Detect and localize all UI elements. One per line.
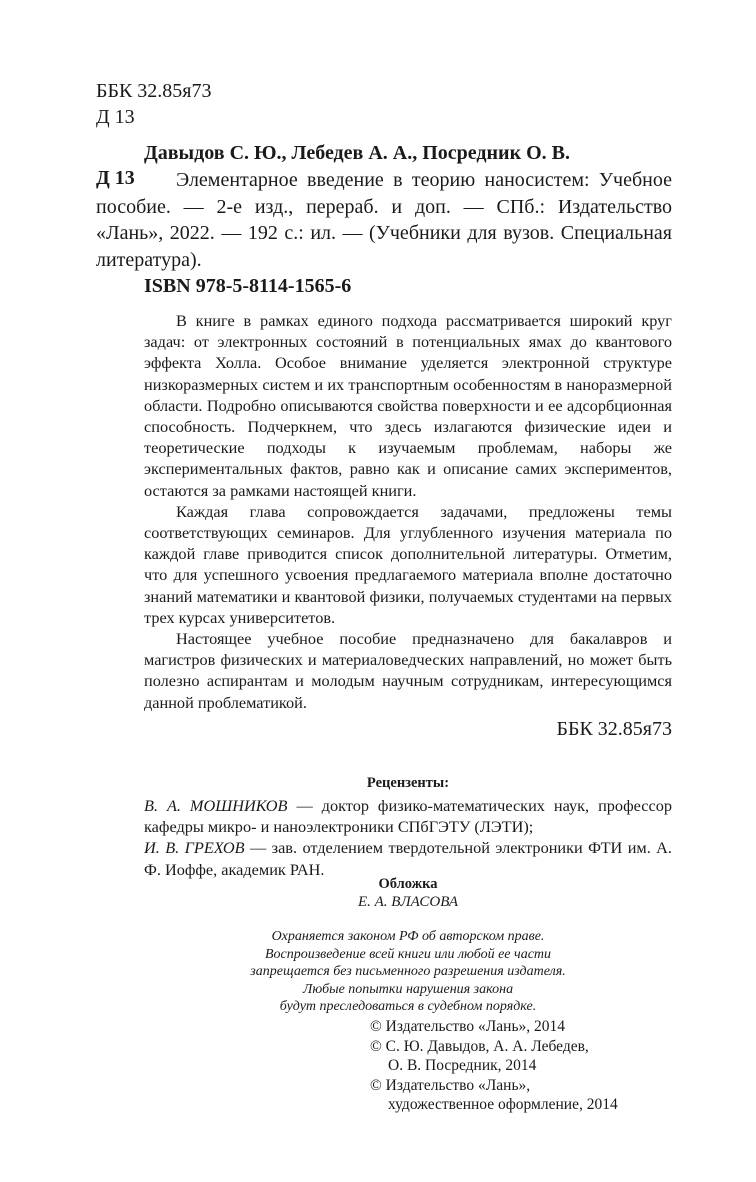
copyright-design-cont: художественное оформление, 2014 (388, 1096, 618, 1113)
legal-line: запрещается без письменного разрешения издателя. (250, 964, 566, 979)
reviewer-entry (144, 837, 672, 879)
copyright-block (370, 1017, 690, 1115)
bibliography-author-mark: Д 13 (96, 167, 135, 189)
reviewers-title: Рецензенты: (366, 775, 450, 791)
cover-title: Обложка (378, 876, 438, 892)
copyright-design: © Издательство «Лань», (370, 1076, 531, 1094)
reviewer-details: — зав. отделением твердотельной электроники ФТИ им. А. Ф. Иоффе, академик РАН. (144, 838, 672, 879)
legal-line: Любые попытки нарушения закона (302, 981, 514, 997)
reviewers-list (144, 795, 672, 880)
annotation-paragraph: Настоящее учебное пособие предназначено для бакалавров и магистров физических и материаловедческих направлений, но может быть полезно аспирантам и молодым научным сотрудникам, интересующимся данной проблематикой. (144, 629, 672, 712)
classification-block (96, 78, 212, 130)
legal-line: Охраняется законом РФ об авторском праве. (271, 929, 545, 944)
copyright-authors: © С. Ю. Давыдов, А. А. Лебедев, (370, 1037, 589, 1055)
author-mark: Д 13 (96, 106, 135, 128)
copyright-authors-cont: О. В. Посредник, 2014 (388, 1057, 537, 1074)
reviewer-entry (144, 795, 672, 837)
bbk-code: ББК 32.85я73 (96, 80, 212, 102)
annotation-paragraph: В книге в рамках единого подхода рассматривается широкий круг задач: от электронных состояний в потенциальных ямах до квантового эффекта Холла. Особое внимание уделяется электронной структуре низкоразмерных систем и их транспортным особенностям в наноразмерной области. Подробно описываются свойства поверхности и ее адсорбционная способность. Подчеркнем, что здесь излагаются физические идеи и теоретические подходы к изучаемым проблемам, наборы же экспериментальных фактов, равно как и описание самих экспериментов, остаются за рамками настоящей книги. (144, 311, 672, 500)
bibliographic-description: Элементарное введение в теорию наносистем: Учебное пособие. — 2-е изд., перераб. и доп. — СПб.: Издательство «Лань», 2022. — 192 с.: ил. — (Учебники для вузов. Специальная литература). (96, 169, 672, 271)
isbn: ISBN 978-5-8114-1565-6 (144, 275, 352, 297)
annotation-paragraph: Каждая глава сопровождается задачами, предложены темы соответствующих семинаров. Для углубленного изучения материала по каждой главе приводится список дополнительной литературы. Отметим, что для успешного усвоения предлагаемого материала вполне достаточно знаний математики и квантовой физики, получаемых студентами на первых трех курсах университетов. (144, 501, 672, 627)
legal-notice (144, 928, 672, 1016)
annotation (144, 310, 672, 713)
reviewer-name: В. А. МОШНИКОВ (144, 796, 288, 815)
legal-line: будут преследоваться в судебном порядке. (279, 999, 537, 1014)
book-authors: Давыдов С. Ю., Лебедев А. А., Посредник О. В. (144, 142, 570, 164)
cover-designer: Е. А. ВЛАСОВА (357, 894, 459, 910)
copyright-publisher: © Издательство «Лань», 2014 (370, 1018, 566, 1035)
reviewer-name: И. В. ГРЕХОВ (144, 838, 245, 858)
bbk-code-right: ББК 32.85я73 (556, 718, 672, 740)
reviewer-details: — доктор физико-математических наук, профессор кафедры микро- и наноэлектроники СПбГЭТУ (ЛЭТИ); (144, 796, 672, 837)
legal-line: Воспроизведение всей книги или любой ее части (264, 946, 552, 962)
